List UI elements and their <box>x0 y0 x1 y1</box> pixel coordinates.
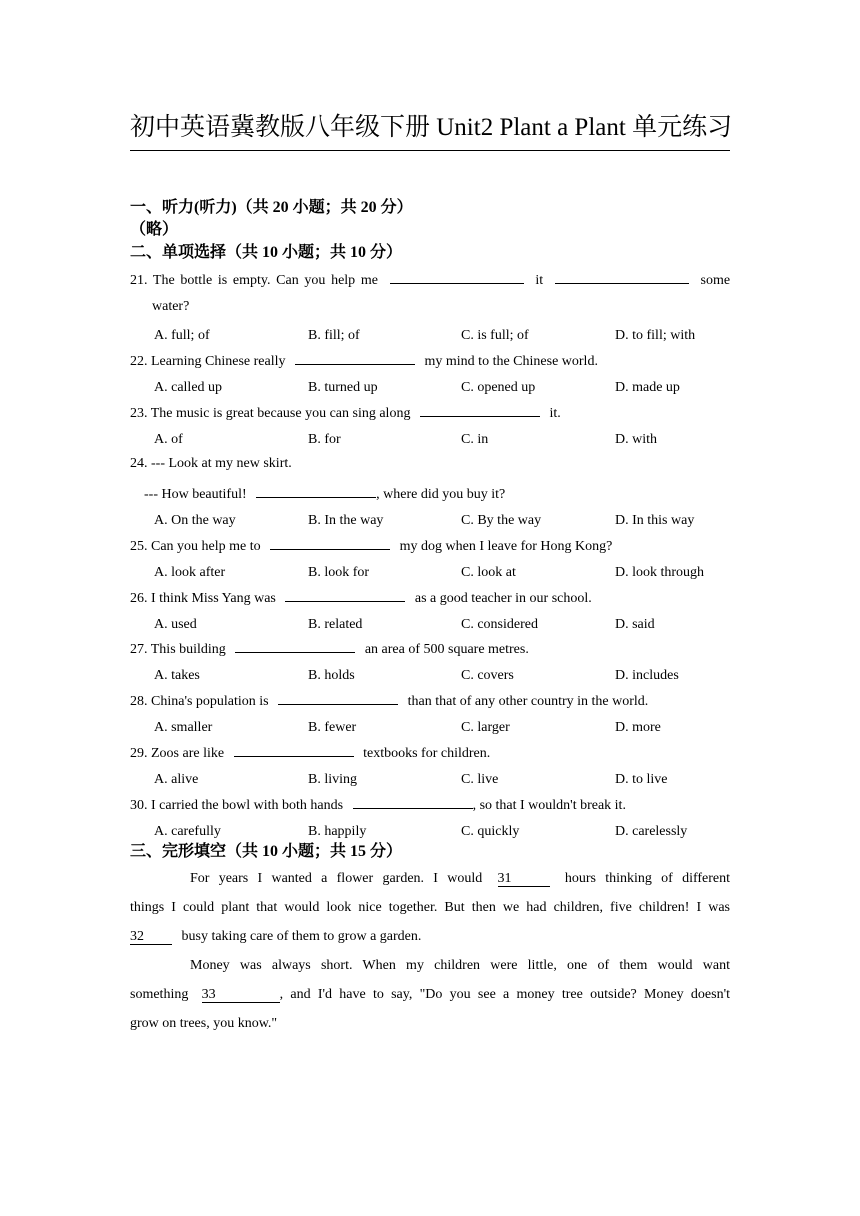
option-a: A. full; of <box>154 328 210 343</box>
passage-text: something <box>130 987 189 1002</box>
question-28 <box>130 691 730 711</box>
option-b: B. turned up <box>308 380 378 395</box>
question-text: --- How beautiful! <box>144 487 247 502</box>
passage-text: hours thinking of different <box>564 871 731 886</box>
question-text: 27. This building <box>130 642 226 657</box>
options-23 <box>154 431 754 449</box>
question-text: an area of 500 square metres. <box>364 642 529 657</box>
option-a: A. of <box>154 432 183 447</box>
option-d: D. to live <box>615 772 668 787</box>
options-26 <box>154 616 754 634</box>
option-a: A. takes <box>154 668 200 683</box>
options-30 <box>154 823 754 841</box>
question-text: as a good teacher in our school. <box>414 591 592 606</box>
question-23 <box>130 403 730 423</box>
option-c: C. opened up <box>461 380 536 395</box>
title-divider <box>130 150 730 151</box>
answer-blank <box>234 743 354 757</box>
option-b: B. In the way <box>308 513 384 528</box>
option-b: B. happily <box>308 824 367 839</box>
option-a: A. called up <box>154 380 223 395</box>
question-25 <box>130 536 730 556</box>
options-24 <box>154 512 754 530</box>
question-text: my dog when I leave for Hong Kong? <box>399 539 613 554</box>
section-1-heading: 一、听力(听力)（共 20 小题；共 20 分） <box>130 199 413 216</box>
option-d: D. to fill; with <box>615 328 696 343</box>
answer-blank <box>278 691 398 705</box>
option-d: D. includes <box>615 668 679 683</box>
option-d: D. look through <box>615 565 705 580</box>
question-30 <box>130 795 730 815</box>
question-text: my mind to the Chinese world. <box>424 354 598 369</box>
option-b: B. fill; of <box>308 328 360 343</box>
answer-blank <box>390 270 524 284</box>
option-d: D. said <box>615 617 655 632</box>
question-29 <box>130 743 730 763</box>
question-text: some <box>700 273 731 288</box>
answer-blank <box>235 639 355 653</box>
option-d: D. more <box>615 720 661 735</box>
passage-line <box>130 986 730 1004</box>
answer-blank <box>353 795 473 809</box>
section-3-heading: 三、完形填空（共 10 小题；共 15 分） <box>130 843 403 860</box>
question-text: 29. Zoos are like <box>130 746 225 761</box>
passage-line: Money was always short. When my children were little, one of them would want <box>190 958 730 973</box>
answer-blank <box>420 403 540 417</box>
question-text: , so that I wouldn't break it. <box>472 798 626 813</box>
question-22 <box>130 351 730 371</box>
question-text: 30. I carried the bowl with both hands <box>130 798 344 813</box>
option-c: C. is full; of <box>461 328 529 343</box>
option-c: C. covers <box>461 668 514 683</box>
option-b: B. living <box>308 772 358 787</box>
question-text: it <box>535 273 544 288</box>
question-text: 26. I think Miss Yang was <box>130 591 276 606</box>
option-a: A. used <box>154 617 197 632</box>
option-a: A. smaller <box>154 720 213 735</box>
option-b: B. fewer <box>308 720 357 735</box>
option-d: D. carelessly <box>615 824 688 839</box>
passage-line <box>130 928 730 946</box>
answer-blank <box>555 270 689 284</box>
question-text: 25. Can you help me to <box>130 539 261 554</box>
option-d: D. In this way <box>615 513 695 528</box>
option-a: A. On the way <box>154 513 236 528</box>
question-27 <box>130 639 730 659</box>
options-27 <box>154 667 754 685</box>
question-text: 22. Learning Chinese really <box>130 354 286 369</box>
question-26 <box>130 588 730 608</box>
passage-text: busy taking care of them to grow a garden. <box>181 929 422 944</box>
question-24: 24. --- Look at my new skirt. <box>130 456 292 471</box>
question-24-reply <box>144 484 744 504</box>
passage-line <box>190 870 730 888</box>
option-c: C. in <box>461 432 489 447</box>
question-text: 23. The music is great because you can sing along <box>130 406 411 421</box>
option-b: B. look for <box>308 565 370 580</box>
question-text: textbooks for children. <box>363 746 491 761</box>
question-text: 28. China's population is <box>130 694 269 709</box>
option-c: C. quickly <box>461 824 520 839</box>
passage-text: , and I'd have to say, "Do you see a money tree outside? Money doesn't <box>279 987 731 1002</box>
options-21 <box>154 327 754 345</box>
option-c: C. live <box>461 772 499 787</box>
section-2-heading: 二、单项选择（共 10 小题；共 10 分） <box>130 244 403 261</box>
options-25 <box>154 564 754 582</box>
question-text: than that of any other country in the world. <box>407 694 649 709</box>
answer-blank <box>295 351 415 365</box>
cloze-blank-32: 32 <box>130 929 172 945</box>
answer-blank <box>285 588 405 602</box>
section-1-note: （略） <box>130 221 179 238</box>
passage-line: things I could plant that would look nice together. But then we had children, five children! I was <box>130 900 730 915</box>
option-c: C. look at <box>461 565 516 580</box>
option-c: C. larger <box>461 720 510 735</box>
option-a: A. carefully <box>154 824 221 839</box>
option-d: D. with <box>615 432 657 447</box>
option-c: C. considered <box>461 617 538 632</box>
cloze-blank-33: 33 <box>202 987 280 1003</box>
option-a: A. look after <box>154 565 226 580</box>
option-b: B. related <box>308 617 363 632</box>
option-b: B. holds <box>308 668 355 683</box>
question-21-continued: water? <box>152 299 190 314</box>
answer-blank <box>256 484 376 498</box>
options-28 <box>154 719 754 737</box>
option-c: C. By the way <box>461 513 542 528</box>
question-text: 21. The bottle is empty. Can you help me <box>130 273 378 288</box>
options-22 <box>154 379 754 397</box>
option-d: D. made up <box>615 380 680 395</box>
option-a: A. alive <box>154 772 199 787</box>
cloze-blank-31: 31 <box>498 871 550 887</box>
answer-blank <box>270 536 390 550</box>
passage-line: grow on trees, you know." <box>130 1016 278 1031</box>
page-title: 初中英语冀教版八年级下册 Unit2 Plant a Plant 单元练习 <box>130 114 733 141</box>
passage-text: For years I wanted a flower garden. I would <box>190 871 483 886</box>
question-text: it. <box>549 406 561 421</box>
question-text: , where did you buy it? <box>376 487 506 502</box>
question-21 <box>130 270 730 290</box>
options-29 <box>154 771 754 789</box>
option-b: B. for <box>308 432 341 447</box>
